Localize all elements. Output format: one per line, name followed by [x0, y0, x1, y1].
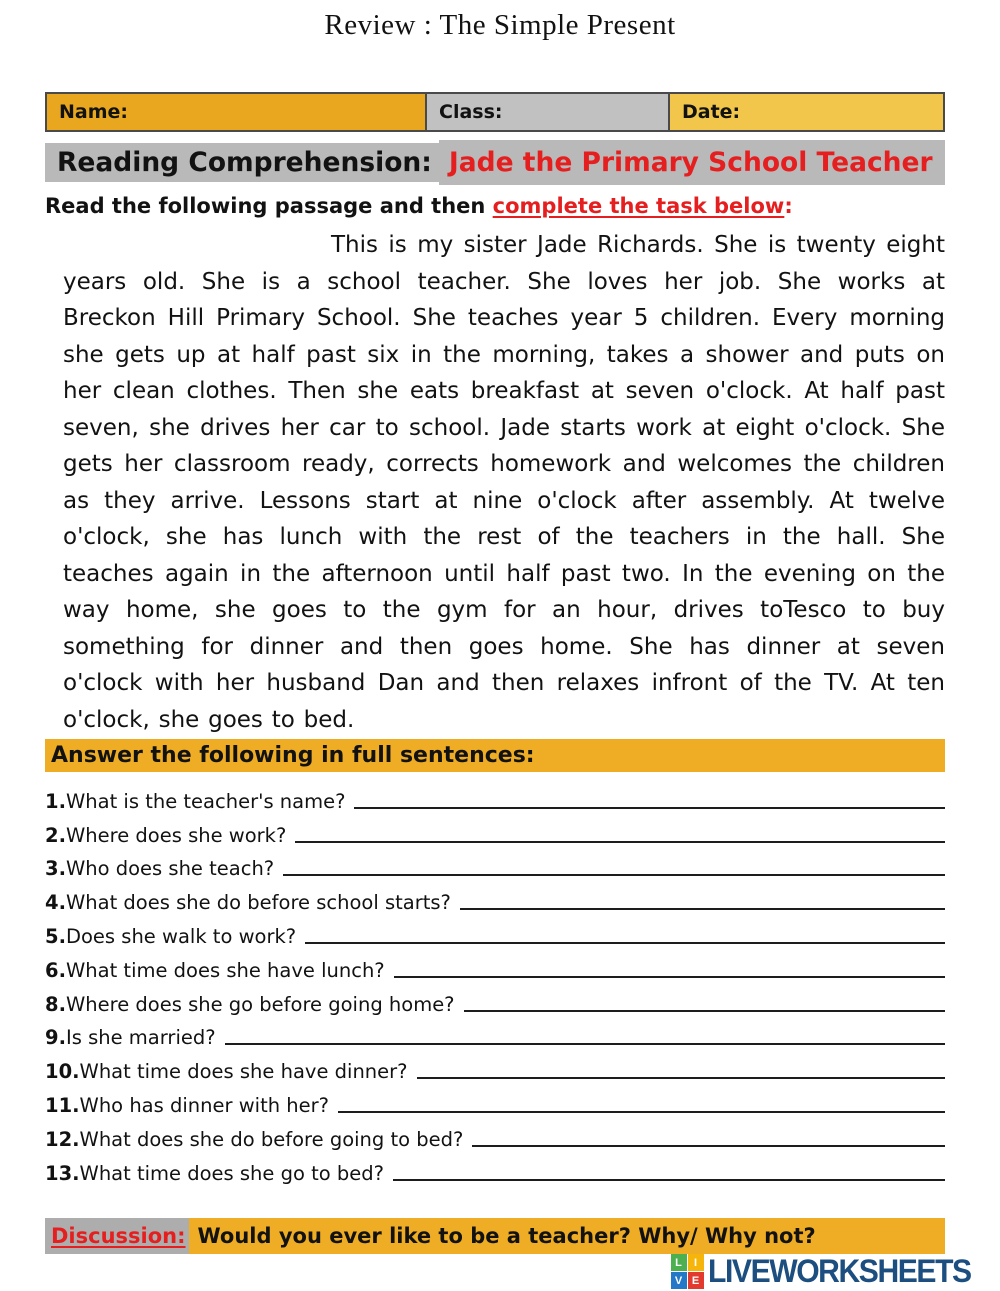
- question-text: Where does she go before going home?: [65, 992, 455, 1016]
- question-number: 11.: [45, 1093, 80, 1117]
- question-text: What time does she have lunch?: [65, 958, 385, 982]
- question-row-8: [45, 982, 945, 1016]
- question-number: 2.: [45, 823, 66, 847]
- questions-heading-bar: [45, 739, 945, 772]
- answer-line[interactable]: [472, 1145, 945, 1147]
- question-row-13: [45, 1151, 945, 1185]
- question-text: What time does she go to bed?: [79, 1161, 384, 1185]
- question-row-12: [45, 1117, 945, 1151]
- reading-comprehension-header: [45, 140, 945, 185]
- questions-heading: Answer the following in full sentences:: [51, 743, 535, 768]
- question-text: What is the teacher's name?: [65, 789, 346, 813]
- liveworksheets-icon: [671, 1254, 704, 1289]
- question-text: What does she do before school starts?: [65, 891, 451, 915]
- logo-wordmark: LIVEWORKSHEETS: [707, 1253, 971, 1289]
- question-row-1: [45, 779, 945, 813]
- question-number: 5.: [45, 924, 66, 948]
- questions-list: [45, 779, 945, 1185]
- student-info-table: [45, 92, 945, 132]
- question-text: Is she married?: [65, 1026, 216, 1050]
- question-row-2: [45, 813, 945, 847]
- name-field-label: Name:: [59, 101, 129, 123]
- answer-line[interactable]: [225, 1043, 945, 1045]
- question-number: 8.: [45, 992, 66, 1016]
- logo-block-i: I: [688, 1254, 704, 1271]
- answer-line[interactable]: [338, 1111, 945, 1113]
- question-text: Who does she teach?: [65, 857, 275, 881]
- page-title: Review : The Simple Present: [324, 9, 676, 41]
- question-text: Does she walk to work?: [65, 924, 297, 948]
- question-text: What does she do before going to bed?: [79, 1127, 464, 1151]
- question-row-6: [45, 948, 945, 982]
- discussion-bar: [45, 1218, 945, 1254]
- answer-line[interactable]: [354, 807, 945, 809]
- answer-line[interactable]: [393, 1179, 945, 1181]
- question-row-10: [45, 1049, 945, 1083]
- question-row-5: [45, 914, 945, 948]
- class-field-label: Class:: [439, 101, 503, 123]
- instruction-prefix: Read the following passage and then: [45, 194, 493, 218]
- question-number: 13.: [45, 1161, 80, 1185]
- date-field[interactable]: [670, 94, 943, 130]
- discussion-label: Discussion:: [45, 1218, 189, 1254]
- answer-line[interactable]: [283, 874, 945, 876]
- instruction-line: [45, 194, 945, 218]
- logo-block-e: E: [688, 1272, 704, 1289]
- date-field-label: Date:: [682, 101, 741, 123]
- question-number: 3.: [45, 857, 66, 881]
- logo-block-l: L: [671, 1254, 687, 1271]
- reading-passage: This is my sister Jade Richards. She is twenty eight years old. She is a school teacher. She loves her job. She works at Breckon Hill Primary School. She teaches year 5 children. Every morning she gets up at half past six in the morning, takes a shower and puts on her clean clothes. Then she eats breakfast at seven o'clock. At half past seven, she drives her car to school. Jade starts work at eight o'clock. She gets her classroom ready, corrects homework and welcomes the children as they arrive. Lessons start at nine o'clock after assembly. At twelve o'clock, she has lunch with the rest of the teachers in the hall. She teaches again in the afternoon until half past two. In the evening on the way home, she goes to the gym for an hour, drives toTesco to buy something for dinner and then goes home. She has dinner at seven o'clock with her husband Dan and then relaxes infront of the TV. At ten o'clock, she goes to bed.: [63, 232, 945, 733]
- question-number: 4.: [45, 891, 66, 915]
- question-text: Who has dinner with her?: [79, 1093, 330, 1117]
- answer-line[interactable]: [460, 908, 945, 910]
- question-row-11: [45, 1083, 945, 1117]
- question-number: 6.: [45, 958, 66, 982]
- answer-line[interactable]: [394, 976, 945, 978]
- answer-line[interactable]: [464, 1010, 945, 1012]
- question-text: Where does she work?: [65, 823, 287, 847]
- answer-line[interactable]: [295, 841, 945, 843]
- question-number: 1.: [45, 789, 66, 813]
- section-label: Reading Comprehension:: [45, 143, 439, 182]
- instruction-colon: :: [784, 194, 793, 218]
- question-row-3: [45, 847, 945, 881]
- class-field[interactable]: [427, 94, 670, 130]
- logo-block-v: V: [671, 1272, 687, 1289]
- discussion-question: Would you ever like to be a teacher? Why/ Why not?: [197, 1224, 816, 1248]
- answer-line[interactable]: [305, 942, 945, 944]
- question-number: 12.: [45, 1127, 80, 1151]
- name-field[interactable]: [47, 94, 427, 130]
- question-row-4: [45, 880, 945, 914]
- question-row-9: [45, 1016, 945, 1050]
- instruction-highlight: complete the task below: [492, 194, 785, 218]
- question-number: 9.: [45, 1026, 66, 1050]
- question-text: What time does she have dinner?: [79, 1060, 408, 1084]
- answer-line[interactable]: [417, 1077, 945, 1079]
- liveworksheets-logo[interactable]: [671, 1253, 987, 1290]
- passage-title: Jade the Primary School Teacher: [439, 140, 945, 185]
- question-number: 10.: [45, 1060, 80, 1084]
